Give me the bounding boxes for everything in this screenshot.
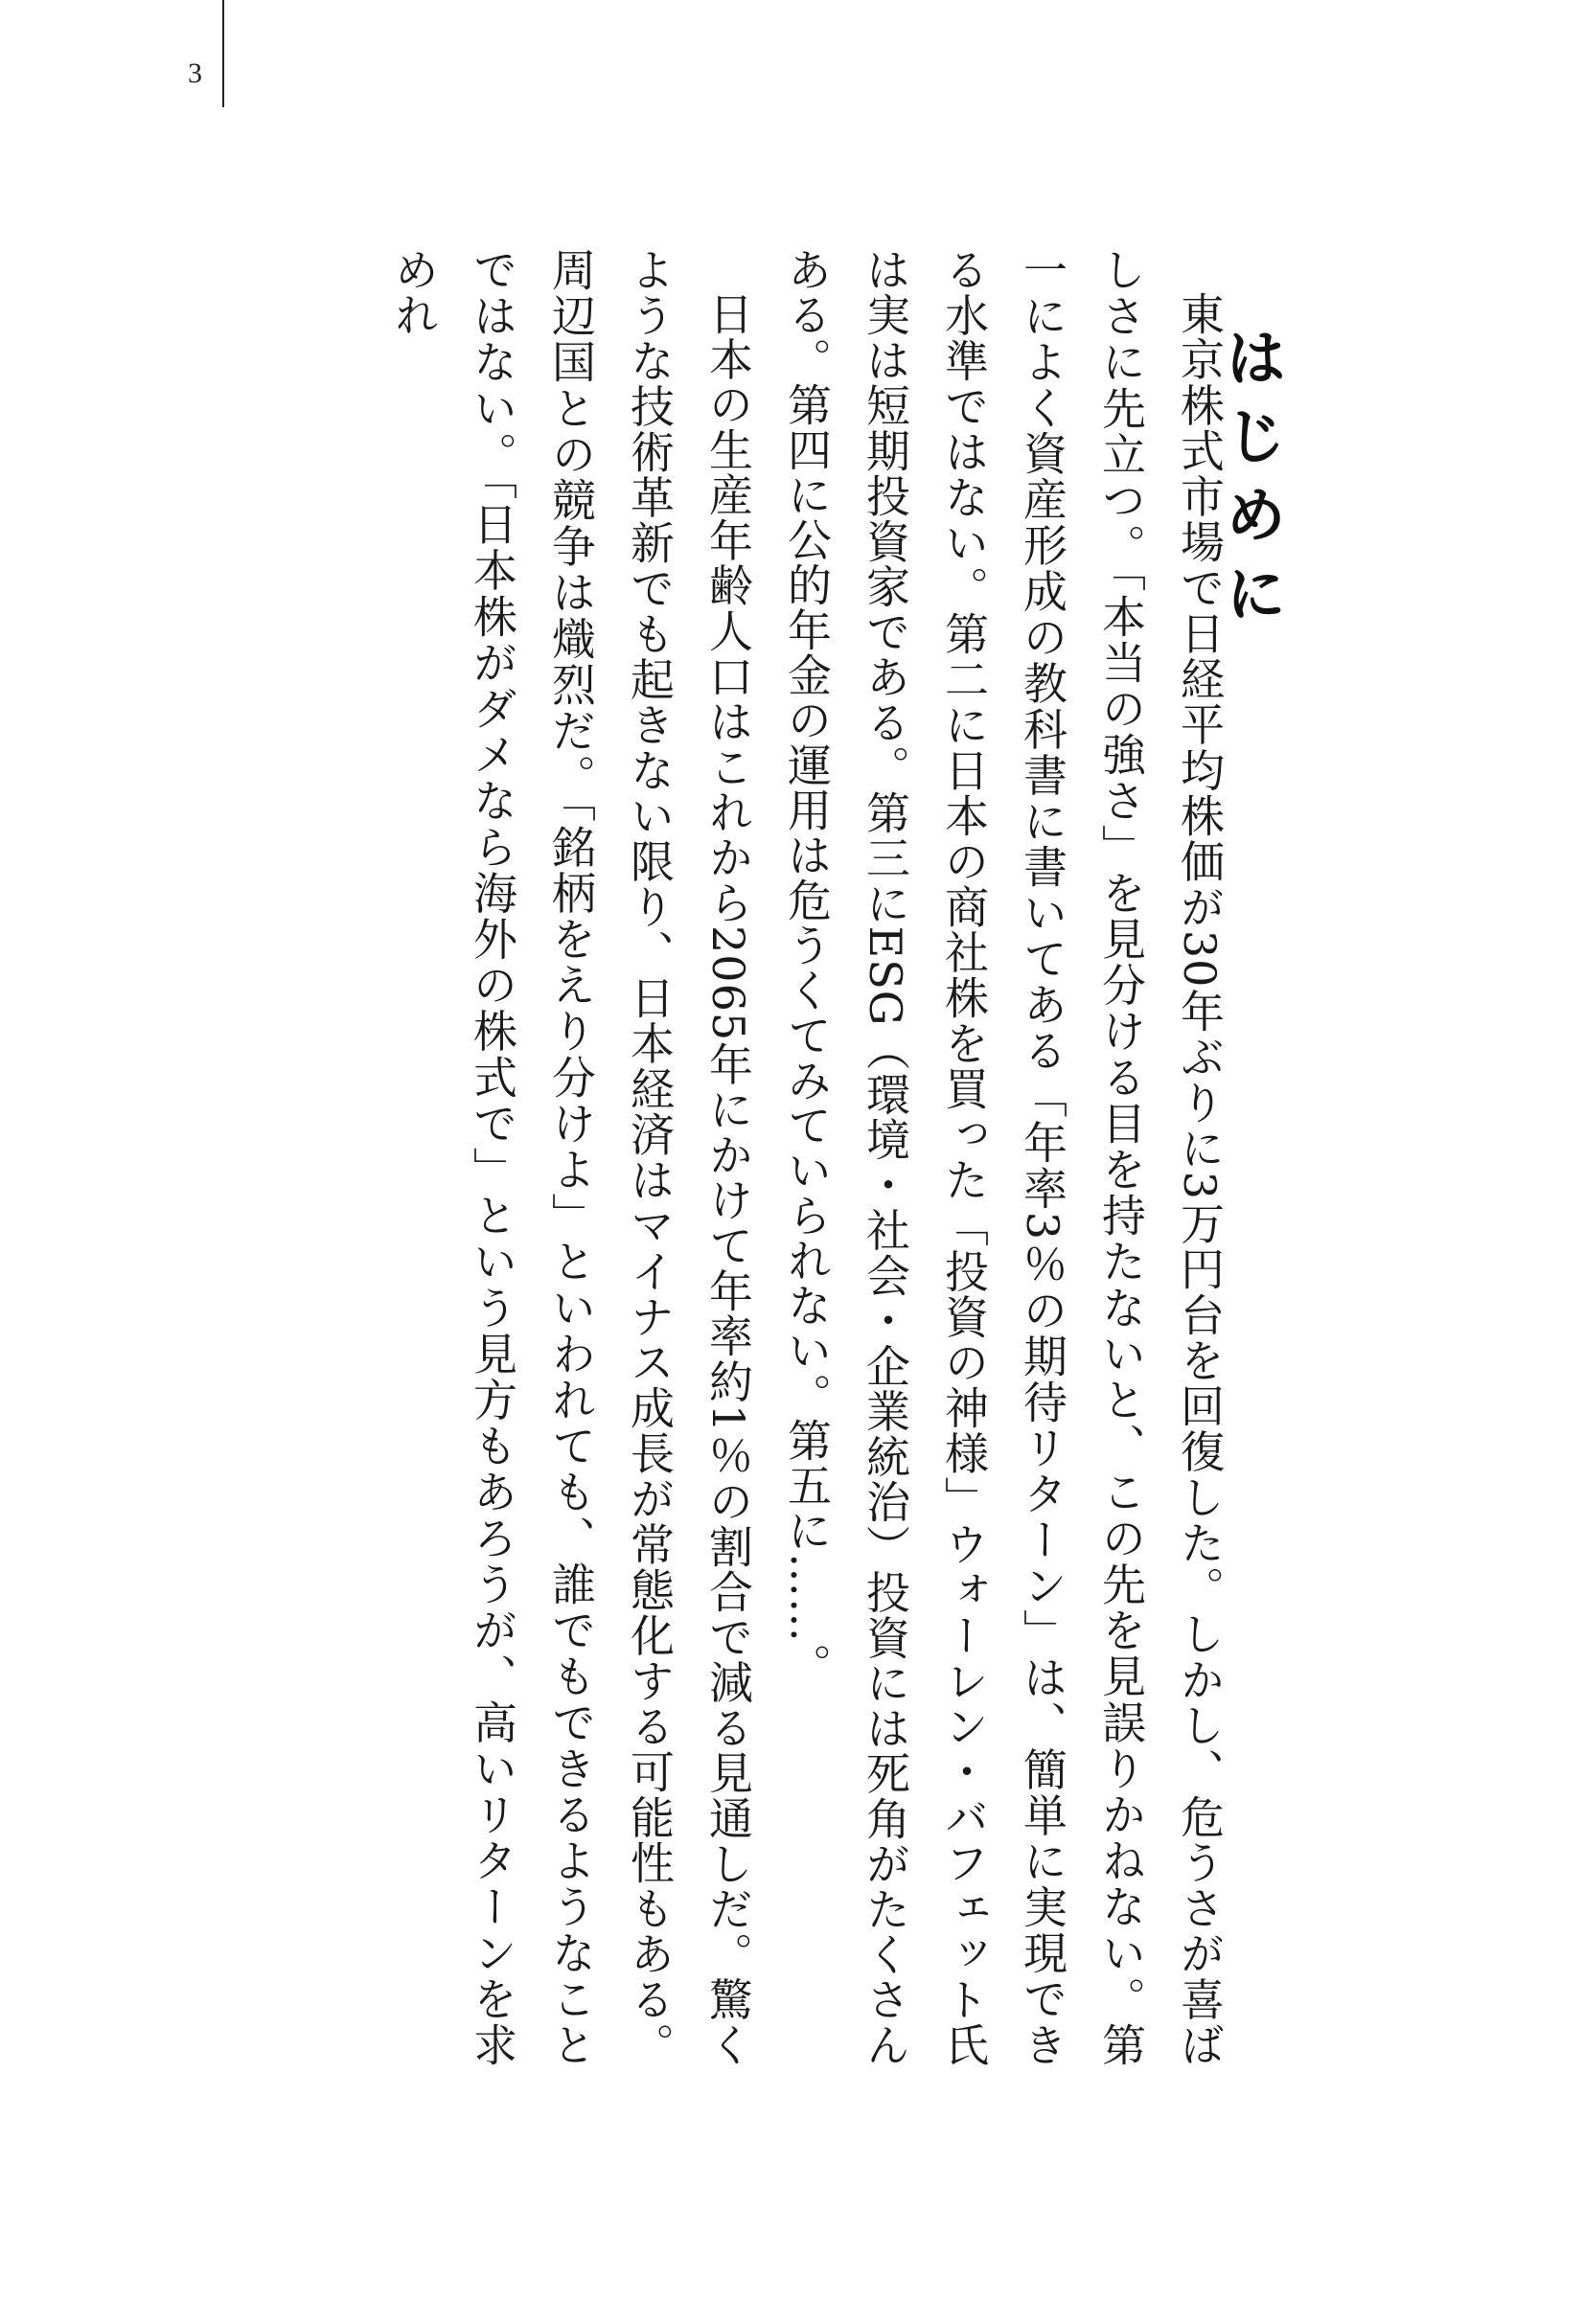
page-number: 3	[188, 57, 202, 89]
body-text	[375, 247, 1239, 2067]
paragraph-2: 日本の生産年齢人口はこれから2065年にかけて年率約1％の割合で減る見通しだ。驚くような技術革新でも起きない限り、日本経済はマイナス成長が常態化する可能性もある。周辺国との競争は熾烈だ。「銘柄をえり分けよ」といわれても、誰でもできるようなことではない。「日本株がダメなら海外の株式で」という見方もあろうが、高いリターンを求めれ	[388, 247, 754, 2067]
margin-rule	[222, 0, 224, 107]
paragraph-1: 東京株式市場で日経平均株価が30年ぶりに3万円台を回復した。しかし、危うさが喜ばしさに先立つ。「本当の強さ」を見分ける目を持たないと、この先を見誤りかねない。第一によく資産形成の教科書に書いてある「年率3％の期待リターン」は、簡単に実現できる水準ではない。第二に日本の商社株を買った「投資の神様」ウォーレン・バフェット氏は実は短期投資家である。第三にESG（環境・社会・企業統治）投資には死角がたくさんある。第四に公的年金の運用は危うくてみていられない。第五に……。	[781, 247, 1226, 2067]
page-title: はじめに	[1214, 326, 1287, 640]
